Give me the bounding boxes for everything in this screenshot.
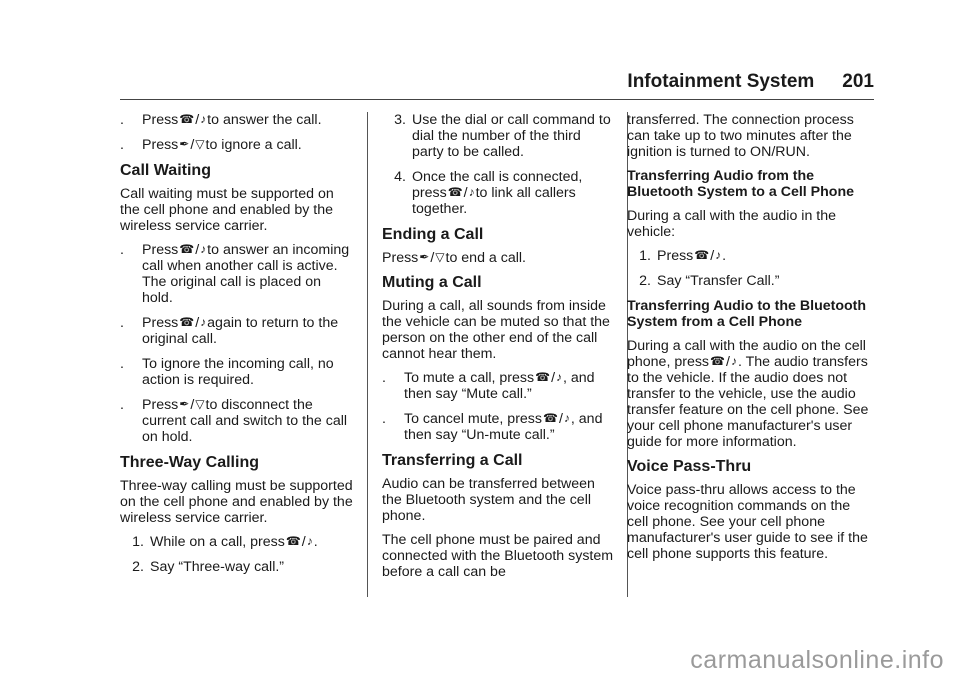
- numbered-step: 2. Say “Transfer Call.”: [639, 273, 780, 289]
- bullet-item: . Press✒/▽to disconnect the current call and switch to the call on hold.: [120, 397, 348, 445]
- phone-answer-icon: ☎: [179, 315, 195, 329]
- heading-call-waiting: Call Waiting: [120, 162, 211, 179]
- voice-command-icon: ♪: [200, 242, 207, 256]
- section-title: Infotainment System: [627, 71, 815, 92]
- column-3: [627, 112, 875, 570]
- subheading-audio-from-phone: Transferring Audio to the Bluetooth System from a Cell Phone: [627, 298, 867, 330]
- numbered-step: 2. Say “Three-way call.”: [132, 559, 285, 575]
- mute-icon: ▽: [195, 397, 205, 411]
- bullet-item: . Press✒/▽to ignore a call.: [120, 137, 302, 153]
- page-header: [120, 71, 874, 93]
- voice-command-icon: ♪: [715, 248, 722, 262]
- mute-icon: ▽: [195, 137, 205, 151]
- bullet-item: . To ignore the incoming call, no action is required.: [120, 356, 334, 388]
- phone-answer-icon: ☎: [710, 354, 725, 368]
- numbered-step: 1. Press☎/♪.: [639, 248, 727, 264]
- paragraph: Press✒/▽to end a call.: [382, 250, 526, 266]
- phone-answer-icon: ☎: [447, 185, 463, 199]
- column-1: [120, 112, 354, 584]
- phone-answer-icon: ☎: [694, 248, 710, 262]
- voice-command-icon: ♪: [730, 354, 737, 368]
- phone-hangup-icon: ✒: [179, 137, 190, 151]
- bullet-item: . To cancel mute, press☎/♪, and then say “Un-mute call.”: [382, 411, 603, 443]
- numbered-step: 4. Once the call is connected, press☎/♪to link all callers together.: [394, 169, 583, 217]
- phone-hangup-icon: ✒: [179, 397, 190, 411]
- paragraph: During a call, all sounds from inside the vehicle can be muted so that the person on the other end of the call cannot hear them.: [382, 298, 610, 362]
- paragraph: Three-way calling must be supported on the cell phone and enabled by the wireless service carrier.: [120, 478, 353, 526]
- paragraph: During a call with the audio in the vehicle:: [627, 208, 836, 240]
- phone-answer-icon: ☎: [285, 534, 301, 548]
- bullet-item: . To mute a call, press☎/♪, and then say “Mute call.”: [382, 370, 595, 402]
- bullet-item: . Press☎/♪to answer an incoming call when another call is active. The original call is placed on hold.: [120, 242, 350, 306]
- phone-answer-icon: ☎: [179, 112, 195, 126]
- header-rule: [120, 99, 874, 100]
- column-2: [382, 112, 614, 588]
- heading-voice-pass-thru: Voice Pass-Thru: [627, 458, 752, 475]
- watermark: carmanualsonline.info: [690, 646, 944, 674]
- numbered-step: 1. While on a call, press☎/♪.: [132, 534, 318, 550]
- paragraph: Voice pass-thru allows access to the voice recognition commands on the cell phone. See your cell phone manufacturer's user guide to see if the cell phone supports this feature.: [627, 482, 868, 562]
- paragraph: During a call with the audio on the cell phone, press☎/♪. The audio transfers to the vehicle. If the audio does not transfer to the vehicle, use the audio transfer feature on the cell phone. See your cell phone manufacturer's user guide for more information.: [627, 338, 869, 450]
- page-number: 201: [842, 71, 874, 92]
- mute-icon: ▽: [435, 250, 445, 264]
- heading-ending-a-call: Ending a Call: [382, 226, 484, 243]
- bullet-item: . Press☎/♪to answer the call.: [120, 112, 322, 128]
- voice-command-icon: ♪: [200, 112, 207, 126]
- bullet-item: . Press☎/♪again to return to the original call.: [120, 315, 339, 347]
- subheading-audio-to-phone: Transferring Audio from the Bluetooth System to a Cell Phone: [627, 168, 855, 200]
- voice-command-icon: ♪: [556, 370, 563, 384]
- numbered-step: 3. Use the dial or call command to dial the number of the third party to be called.: [394, 112, 611, 160]
- paragraph: The cell phone must be paired and connected with the Bluetooth system before a call can be: [382, 532, 614, 580]
- heading-three-way-calling: Three-Way Calling: [120, 454, 259, 471]
- voice-command-icon: ♪: [200, 315, 207, 329]
- voice-command-icon: ♪: [468, 185, 475, 199]
- column-divider: [367, 112, 368, 597]
- phone-hangup-icon: ✒: [419, 250, 430, 264]
- phone-answer-icon: ☎: [543, 411, 558, 425]
- voice-command-icon: ♪: [563, 411, 570, 425]
- paragraph: Call waiting must be supported on the cell phone and enabled by the wireless service carrier.: [120, 186, 334, 234]
- voice-command-icon: ♪: [306, 534, 313, 548]
- phone-answer-icon: ☎: [535, 370, 551, 384]
- paragraph: transferred. The connection process can take up to two minutes after the ignition is turned to ON/RUN.: [627, 112, 854, 160]
- heading-muting-a-call: Muting a Call: [382, 274, 482, 291]
- paragraph: Audio can be transferred between the Bluetooth system and the cell phone.: [382, 476, 595, 524]
- phone-answer-icon: ☎: [179, 242, 195, 256]
- heading-transferring-a-call: Transferring a Call: [382, 452, 523, 469]
